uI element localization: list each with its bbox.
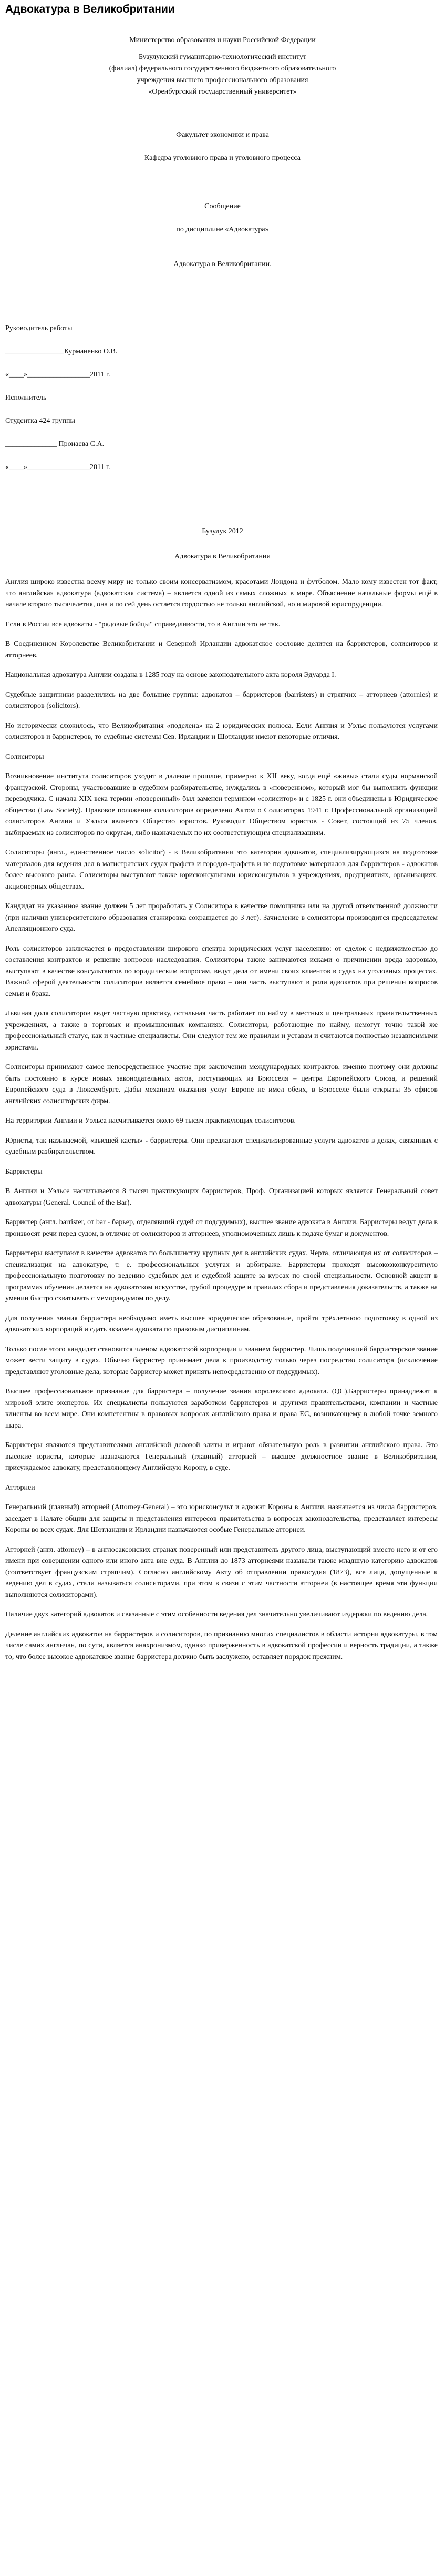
- body-paragraph: В Англии и Уэльсе насчитывается 8 тысяч практикующих барристеров, Проф. Организацией которых является Генеральный совет адвокатуры (General. Council of the Bar).: [5, 1187, 438, 1207]
- section-heading: Атторнеи: [5, 1483, 35, 1492]
- body-subtitle: Адвокатура в Великобритании: [174, 553, 271, 561]
- body-paragraph: Деление английских адвокатов на барристеров и солиситоров, по признанию многих специалистов в области истории адвокатуры, в том числе самих англичан, по сути, является анахронизмом, однако приверженность в адвокатской профессии и верность традиции, а также то, что более высокое адвокатское звание барристера должно быть заслужено, оставляет порядок прежним.: [5, 1630, 438, 1661]
- body-paragraph: Если в России все адвокаты - "рядовые бойцы" справедливости, то в Англии это не так.: [5, 620, 281, 628]
- body-paragraph: В Соединенном Королевстве Великобритании и Северной Ирландии адвокатское сословие делится на барристеров, солиситоров и атторнеев.: [5, 640, 438, 659]
- discipline-line: по дисциплине «Адвокатура»: [176, 226, 269, 233]
- footer-block: [0, 526, 445, 563]
- body-paragraph: Только после этого кандидат становится членом адвокатской корпорации и званием барристер. Лишь получивший барристерское звание может вести защиту в судах. Обычно барристер принимает дела к производству только через посредство солиситора (исключение представляют уголовные дела, которые барристер может принять непосредственно от подсудимых).: [5, 1345, 438, 1376]
- city-year: Бузулук 2012: [202, 527, 243, 535]
- body-paragraph: Судебные защитники разделились на две большие группы: адвокатов – барристеров (barristers) и стряпчих – атторнеев (attornies) и солиситоров (solicitors).: [5, 690, 438, 710]
- body-paragraph: Роль солиситоров заключается в предоставлении широкого спектра юридических услуг населению: от сделок с недвижимостью до составления контрактов и решение вопросов наследования. Солиситоры также занимаются исками о причинении вреда здоровью, выступают в качестве консультантов по юридическим вопросам, ведут дела от имени своих клиентов в судах на уголовных процессах. Важной сферой деятельности солиситоров является семейное право – они часть выступают в роли адвокатов при решении вопросов семьи и брака.: [5, 944, 438, 998]
- body-paragraph: На территории Англии и Уэльса насчитывается около 69 тысяч практикующих солиситоров.: [5, 1117, 296, 1125]
- institute-block: [0, 52, 445, 98]
- body-paragraph: Барристеры выступают в качестве адвокатов по большинству крупных дел в английских судах. Черта, отличающая их от солиситоров – специализация на адвокатуре, т. е. профессиональных услугах и арбитраже. Барристеры проходят высокоэконкурентную профессиональную подготовку по ведению судебных дел и судебной защите за курсах по своей специальности. Основной акцент в программах обучения делается на адвокатском искусстве, грубой процедуре и правилах сбора и представления доказательств, а также на умении быстро схватывать с меморандумом по делу.: [5, 1249, 438, 1302]
- body-paragraph: Генеральный (главный) атторней (Attorney-General) – это юрисконсульт и адвокат Короны в Англии, назначается из числа барристеров, заседает в Палате общин для защиты и представления интересов правительства в вопросах законодательства, представляет интересы Короны во всех судах. Для Шотландии и Ирландии назначаются особые Генеральные атторнеи.: [5, 1503, 438, 1534]
- body-paragraph: Возникновение института солиситоров уходит в далекое прошлое, примерно к XII веку, когда ещё «живы» стали суды норманской французской. Стороны, участвовавшие в судебном разбирательстве, нуждались в «поверенном», который мог бы выполнить функции переводчика. С начала XIX века термин «поверенный» был заменен термином «солиситор» и с 1825 г. они объединены в Юридическое общество (Law Society). Правовое положение солиситоров определено Актом о Солиситорах 1941 г. Профессиональной организацией солиситоров Англии и Уэльса является Общество юристов. Руководит Обществом юристов - Совет, состоящий из 75 членов, выбираемых из солиситоров по округам, либо назначаемых по их соответствующим специализациям.: [5, 772, 438, 837]
- supervisor-date: «____»_________________2011 г.: [5, 371, 110, 379]
- body-paragraph: Барристеры являются представителями английской деловой элиты и играют обязательную роль в развитии английского права. Это высокие юристы, которые назначаются Генеральный (главный) атторней – высшее должностное звание в Великобритании, присуждаемое адвокату, представляющему Английскую Корону, в суде.: [5, 1441, 438, 1472]
- body-paragraph: Барристер (англ. barrister, от bar - барьер, отделявший судей от подсудимых), высшее звание адвоката в Англии. Барристеры ведут дела в произвосят речи перед судом, в отличие от солиситоров и атторнеев, уполномоченных лишь к подаче бумаг и документов.: [5, 1218, 438, 1238]
- student-date: «____»_________________2011 г.: [5, 463, 110, 471]
- body-paragraph: Но исторически сложилось, что Великобритания «поделена» на 2 юридических полюса. Если Англия и Уэльс пользуются услугами солиситоров и барристеров, то судебные системы Сев. Ирландии и Шотландии имеют некоторые отличия.: [5, 721, 438, 741]
- student-group: Студентка 424 группы: [5, 417, 75, 425]
- executor-label: Исполнитель: [5, 394, 47, 402]
- body-paragraph: Юристы, так называемой, «высшей касты» - барристеры. Они предлагают специализированные услуги адвокатов в делах, связанных с судебным разбирательством.: [5, 1136, 438, 1156]
- institute-line: учреждения высшего профессионального образования: [137, 76, 308, 84]
- body-paragraph: Солиситоры (англ., единственное число solicitor) - в Великобритании это категория адвокатов, специализирующихся на подготовке материалов для ведения дел в магистратских судах графств и городов-графств и не подготовке материалов для барристеров - адвокатов более высокого ранга. Солиситоры выступают также юрисконсультами юрисконсультов в учреждениях, предприятиях, организациях, акционерных обществах.: [5, 849, 438, 891]
- student-line: ______________ Пронаева С.А.: [5, 440, 105, 448]
- ministry-line: Министерство образования и науки Российской Федерации: [129, 36, 316, 44]
- institute-line: «Оренбургский государственный университет»: [148, 88, 297, 96]
- page-title: Адвокатура в Великобритании: [5, 3, 175, 15]
- supervisor-line: ________________Курманенко О.В.: [5, 348, 118, 355]
- signature-block: [0, 323, 445, 473]
- section-heading: Барристеры: [5, 1167, 43, 1176]
- body-paragraph: Англия широко известна всему миру не только своим консерватизмом, красотами Лондона и футболом. Мало кому известен тот факт, что английская адвокатура (адвокатская система) – является одной из самых сложных в мире. Объяснение начальные формы ещё в начале второго тысячелетия, она и по сей день остается гордостью не только английской, но и мировой юриспруденции.: [5, 578, 438, 608]
- body-paragraph: Кандидат на указанное звание должен 5 лет проработать у Солиситора в качестве помощника или на другой ответственной должности (при наличии университетского образования стажировка сокращается до 3 лет). Зачисление в солиситоры производится председателем Апелляционного суда.: [5, 902, 438, 933]
- faculty-line: Факультет экономики и права: [176, 131, 269, 139]
- institute-line: (филиал) федерального государственного бюджетного образовательного: [109, 65, 336, 73]
- body-paragraph: Наличие двух категорий адвокатов и связанные с этим особенности ведения дел значительно увеличивают издержки по ведению дела.: [5, 1611, 428, 1618]
- topic-line: Адвокатура в Великобритании.: [173, 260, 272, 268]
- section-heading: Солиситоры: [5, 752, 44, 761]
- department-line: Кафедра уголовного права и уголовного процесса: [144, 154, 301, 162]
- body-paragraph: Национальная адвокатура Англии создана в 1285 году на основе законодательного акта короля Эдуарда I.: [5, 671, 336, 679]
- doc-type: Сообщение: [204, 202, 241, 210]
- body-paragraph: Высшее профессиональное признание для барристера – получение звания королевского адвоката. (QC).Барристеры принадлежат к мировой элите экспертов. Их специалисты пользуются заработком барристеров и другими правительствами, компании и частные клиенты во всем мире. Они компетентны в правовых вопросах английского права и права ЕС, возникающему в любой точке земного шара.: [5, 1388, 438, 1430]
- body-paragraph: Львиная доля солиситоров ведет частную практику, остальная часть работает по найму в местных и центральных правительственных учреждениях, а также в торговых и промышленных компаниях. Солиситоры, работающие по найму, немогут точно такой же профессиональный статус, как и частные специалисты. Они следуют тем же правилам и уставам и считаются полностью независимыми юристами.: [5, 1010, 438, 1052]
- supervisor-label: Руководитель работы: [5, 324, 73, 332]
- institute-line: Бузулукский гуманитарно-технологический институт: [138, 53, 307, 61]
- body-paragraph: Атторней (англ. attorney) – в англосаксонских странах поверенный или представитель другого лица, выступающий вместо него и от его имени при совершении одного или иного акта вне суда. В Англии до 1873 атторнеями называли также младшую категорию адвокатов (соответствует французским стряпчим). Согласно английскому Акту об отправлении правосудия (1873), все лица, допущенные к ведению дел в судах, стали называться солиситорами, при этом в связи с этим частности атторнеи (в настоящее время эти функции выполняются солиситорами).: [5, 1545, 438, 1599]
- body-paragraph: Солиситоры принимают самое непосредственное участие при заключении международных контрактов, именно поэтому они должны быть постоянно в курсе новых законодательных актов, поступающих из Брюсселя – центра Европейского Союза, и решений Европейского суда в Люксембурге. Дабы механизм оказания услуг Европе не имел обеих, в Брюсселе были открыты 35 офисов английских солиситорских фирм.: [5, 1063, 438, 1105]
- document-body: [0, 576, 445, 1663]
- body-paragraph: Для получения звания барристера необходимо иметь высшее юридическое образование, пройти трёхлетнюю подготовку в одной из адвокатских корпораций и сдать экзамен адвоката по правовым дисциплинам.: [5, 1314, 438, 1333]
